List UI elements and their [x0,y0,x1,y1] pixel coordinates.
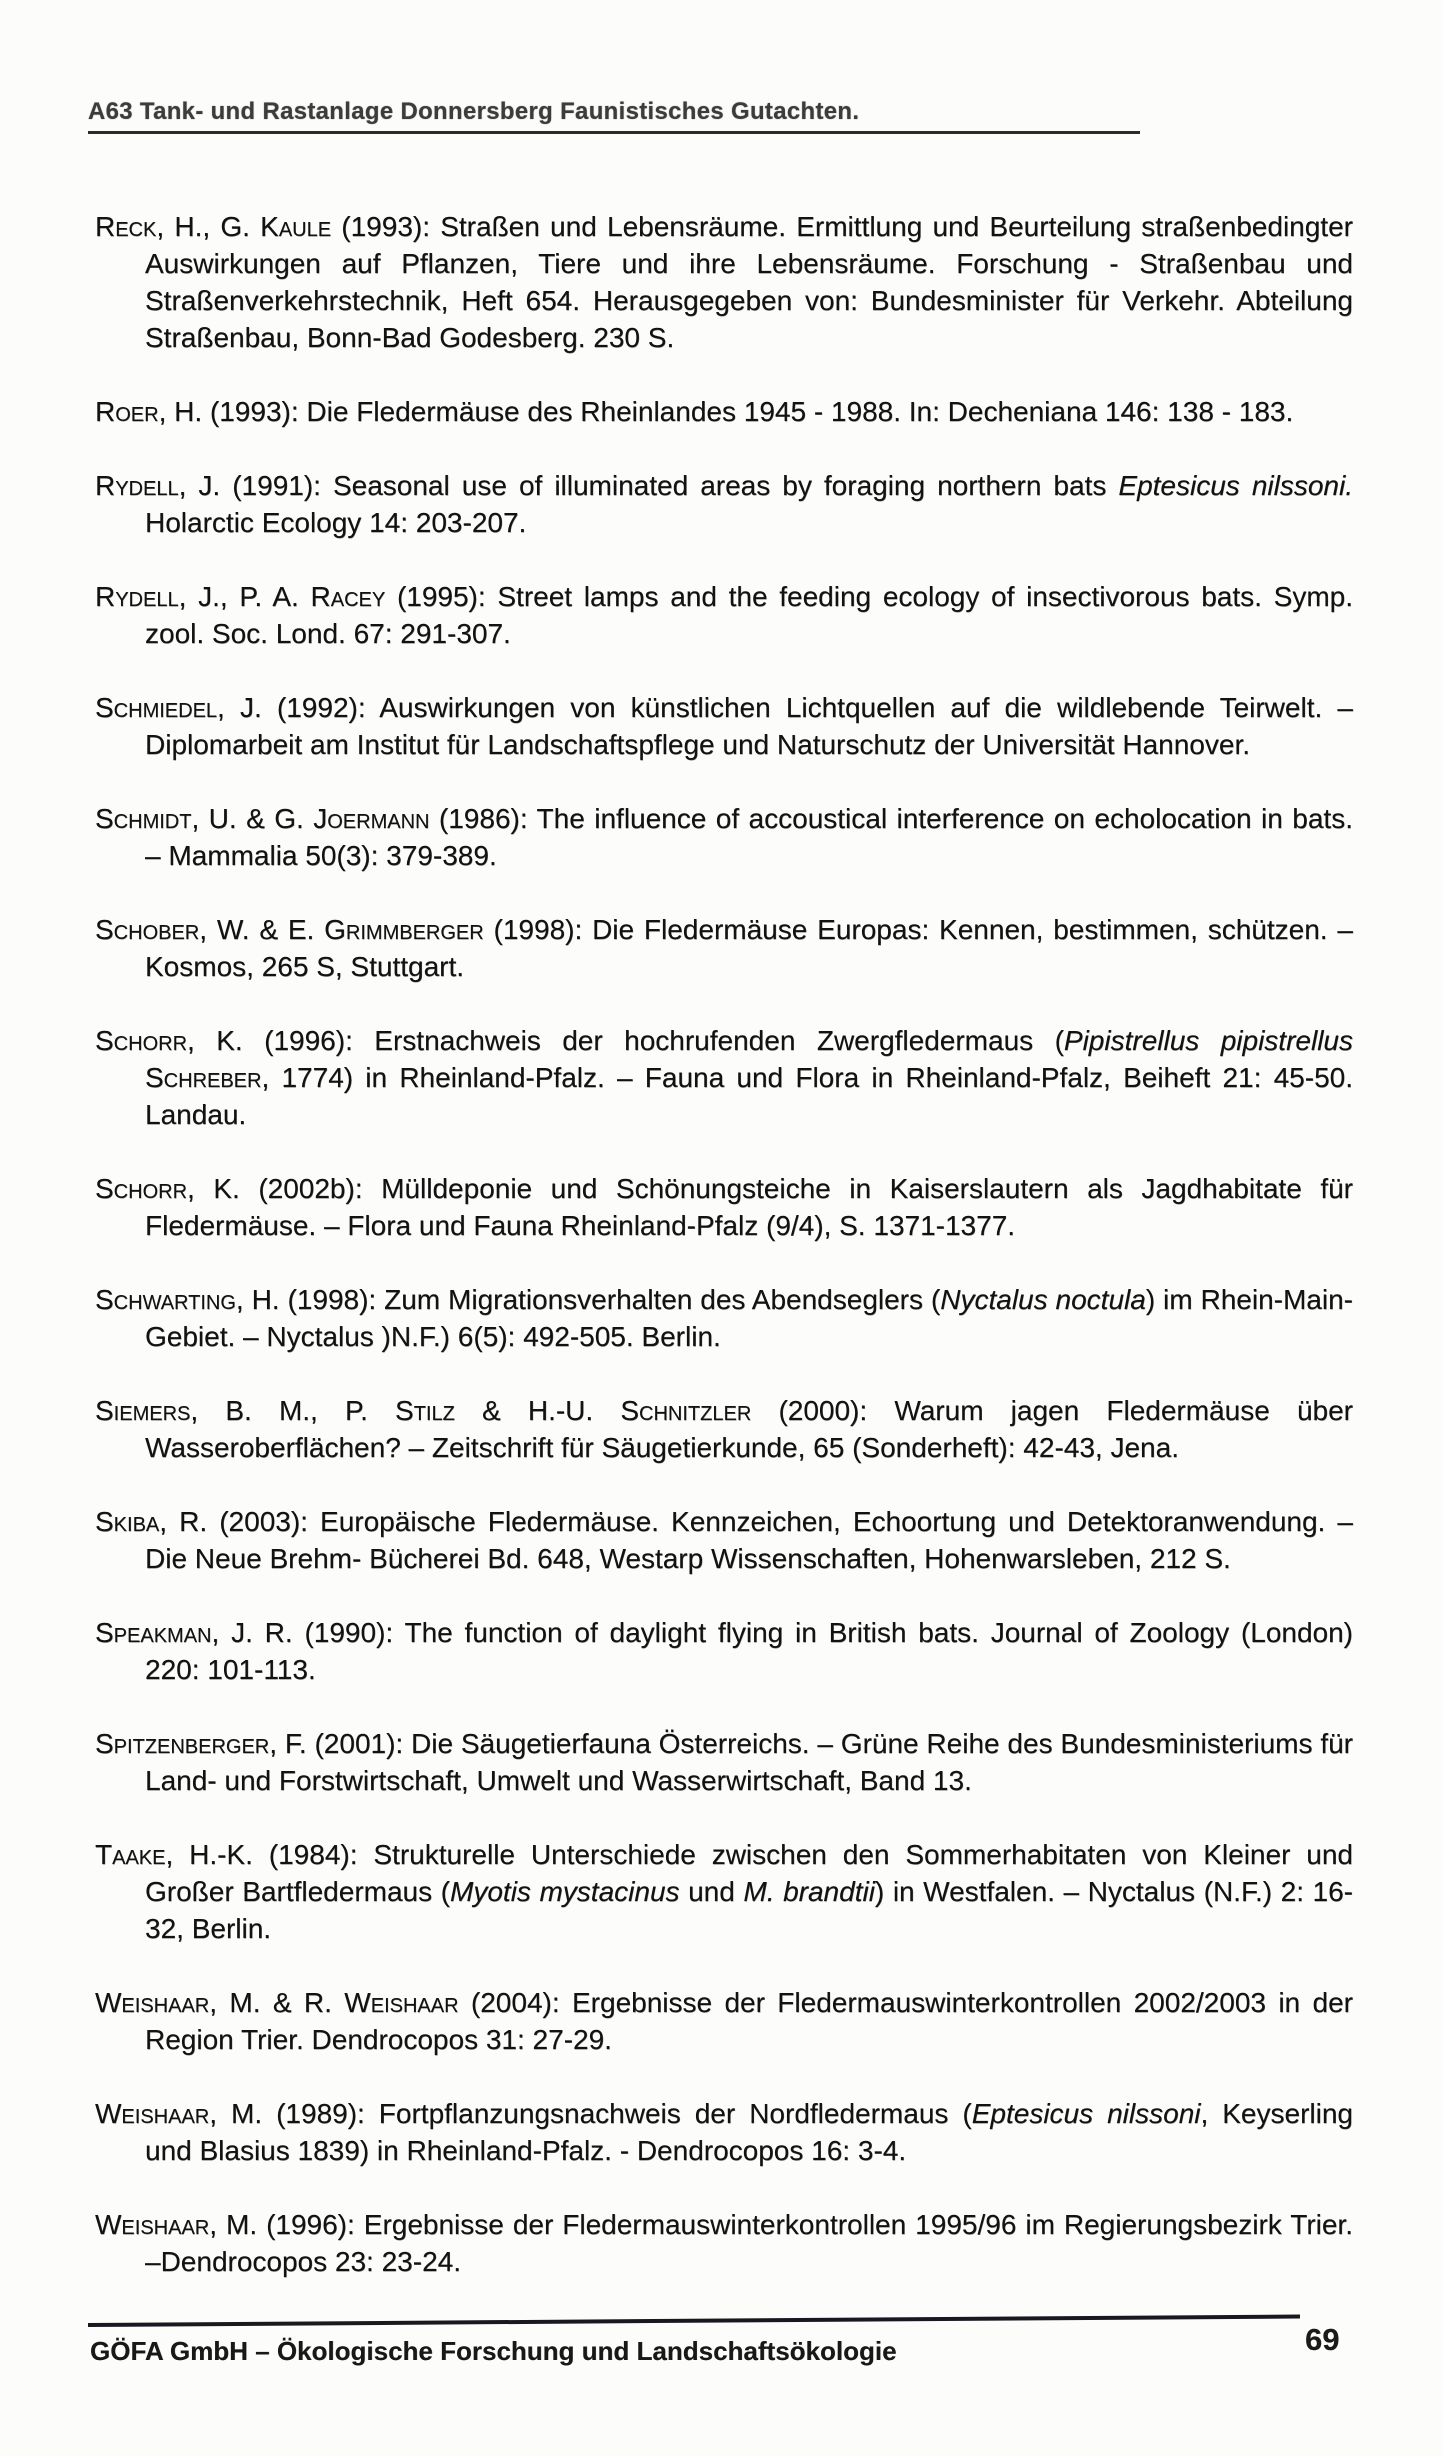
reference-entry [95,1984,1353,2058]
reference-entry [95,1392,1353,1466]
author-name: Weishaar [344,1987,459,2018]
reference-entry [95,393,1353,430]
reference-text: , J. (1992): Auswirkungen von künstlichen Lichtquellen auf die wildlebende Teirwelt. – Diplomarbeit am Institut für Landschaftspflege und Naturschutz der Universität Hannover. [145,692,1353,760]
author-name: Weishaar [95,2098,210,2129]
author-name: Rydell [95,581,179,612]
author-name: Schmiedel [95,692,218,723]
reference-entry [95,578,1353,652]
reference-text: , H., G. [156,211,261,242]
author-name: Weishaar [95,2209,210,2240]
reference-entry [95,467,1353,541]
reference-entry [95,1725,1353,1799]
author-name: Schwarting [95,1284,236,1315]
reference-text: und [679,1876,744,1907]
reference-entry [95,2206,1353,2280]
author-name: Spitzenberger [95,1728,270,1759]
author-name: Speakman [95,1617,212,1648]
species-name: M. brandtii [743,1876,875,1907]
reference-text: , B. M., P. [190,1395,396,1426]
species-name: Pipistrellus pipistrellus [1063,1025,1353,1056]
reference-entry [95,1836,1353,1947]
reference-text: (2000): Warum jagen Fledermäuse über Wasseroberflächen? – Zeitschrift für Säugetierkunde, 65 (Sonderheft): 42-43, Jena. [145,1395,1353,1463]
reference-text: , U. & G. [191,803,314,834]
reference-entry [95,208,1353,356]
reference-text: ) in Westfalen. – Nyctalus (N.F.) 2: 16-32, Berlin. [145,1876,1354,1944]
reference-text: , M. (1996): Ergebnisse der Fledermauswinterkontrollen 1995/96 im Regierungsbezirk Trier. –Dendrocopos 23: 23-24. [145,2209,1353,2277]
author-name: Reck [95,211,157,242]
reference-entry [95,911,1353,985]
reference-text: , J., P. A. [178,581,311,612]
running-header-title: A63 Tank- und Rastanlage Donnersberg Faunistisches Gutachten. [88,98,860,125]
author-name: Kaule [260,211,332,242]
author-name: Roer [95,396,159,427]
reference-text: , M. (1989): Fortpflanzungsnachweis der Nordfledermaus ( [209,2098,972,2129]
reference-text: & H.-U. [454,1395,621,1426]
author-name: Weishaar [95,1987,210,2018]
reference-text: , J. (1991): Seasonal use of illuminated areas by foraging northern bats [178,470,1119,501]
reference-text: , H.-K. (1984): Strukturelle Unterschiede zwischen den Sommerhabitaten von Kleiner und Großer Bartfledermaus ( [145,1839,1353,1907]
species-name: Myotis mystacinus [450,1876,680,1907]
author-name: Schorr [95,1173,188,1204]
reference-entry [95,1614,1353,1688]
reference-entry [95,1022,1353,1133]
author-name: Rydell [95,470,179,501]
reference-text: (2004): Ergebnisse der Fledermauswinterkontrollen 2002/2003 in der Region Trier. Dendrocopos 31: 27-29. [145,1987,1353,2055]
author-name: Schnitzler [620,1395,752,1426]
reference-text: (1998): Die Fledermäuse Europas: Kennen, bestimmen, schützen. – Kosmos, 265 S, Stuttgart. [145,914,1353,982]
author-name: Schmidt [95,803,192,834]
reference-text: , Keyserling und Blasius 1839) in Rheinland-Pfalz. - Dendrocopos 16: 3-4. [145,2098,1353,2166]
author-name: Racey [310,581,386,612]
reference-entry [95,1170,1353,1244]
reference-entry [95,800,1353,874]
author-name: Grimmberger [324,914,484,945]
footer-company: GÖFA GmbH – Ökologische Forschung und Landschaftsökologie [90,2336,897,2366]
references-list [95,208,1353,2317]
author-name: Siemers [95,1395,191,1426]
reference-text: , R. (2003): Europäische Fledermäuse. Kennzeichen, Echoortung und Detektoranwendung. – Die Neue Brehm- Bücherei Bd. 648, Westarp Wissenschaften, Hohenwarsleben, 212 S. [145,1506,1353,1574]
species-name: Eptesicus nilssoni. [1118,470,1353,501]
page-header [88,98,1140,134]
reference-text: , H. (1998): Zum Migrationsverhalten des Abendseglers ( [235,1284,941,1315]
reference-text: , K. (1996): Erstnachweis der hochrufenden Zwergfledermaus ( [187,1025,1064,1056]
reference-entry [95,689,1353,763]
author-name: Stilz [395,1395,455,1426]
author-name: Skiba [95,1506,160,1537]
reference-text: Holarctic Ecology 14: 203-207. [145,507,527,538]
reference-text: , W. & E. [199,914,325,945]
reference-entry [95,2095,1353,2169]
reference-text: , F. (2001): Die Säugetierfauna Österreichs. – Grüne Reihe des Bundesministeriums für Land- und Forstwirtschaft, Umwelt und Wasserwirtschaft, Band 13. [145,1728,1353,1796]
reference-text: , K. (2002b): Mülldeponie und Schönungsteiche in Kaiserslautern als Jagdhabitate für Fledermäuse. – Flora und Fauna Rheinland-Pfalz (9/4), S. 1371-1377. [145,1173,1353,1241]
author-name: Joermann [313,803,430,834]
species-name: Nyctalus noctula [940,1284,1146,1315]
species-name: Eptesicus nilssoni [971,2098,1201,2129]
reference-text: , J. R. (1990): The function of daylight flying in British bats. Journal of Zoology (London) 220: 101-113. [145,1617,1353,1685]
reference-entry [95,1281,1353,1355]
author-name: Taake [95,1839,166,1870]
reference-text: ) im Rhein-Main-Gebiet. – Nyctalus )N.F.) 6(5): 492-505. Berlin. [145,1284,1353,1352]
author-name: Schreber [145,1062,262,1093]
reference-entry [95,1503,1353,1577]
reference-text: (1986): The influence of accoustical interference on echolocation in bats. – Mammalia 50(3): 379-389. [145,803,1353,871]
page-number: 69 [1305,2322,1340,2357]
reference-text: , M. & R. [209,1987,345,2018]
author-name: Schober [95,914,200,945]
reference-text: , H. (1993): Die Fledermäuse des Rheinlandes 1945 - 1988. In: Decheniana 146: 138 - 183. [158,396,1294,427]
author-name: Schorr [95,1025,188,1056]
reference-text: (1995): Street lamps and the feeding ecology of insectivorous bats. Symp. zool. Soc. Lond. 67: 291-307. [145,581,1353,649]
reference-text: (1993): Straßen und Lebensräume. Ermittlung und Beurteilung straßenbedingter Auswirkungen auf Pflanzen, Tiere und ihre Lebensräume. Forschung - Straßenbau und Straßenverkehrstechnik, Heft 654. Herausgegeben von: Bundesminister für Verkehr. Abteilung Straßenbau, Bonn-Bad Godesberg. 230 S. [145,211,1353,353]
reference-text: , 1774) in Rheinland-Pfalz. – Fauna und Flora in Rheinland-Pfalz, Beiheft 21: 45-50. Landau. [145,1062,1353,1130]
